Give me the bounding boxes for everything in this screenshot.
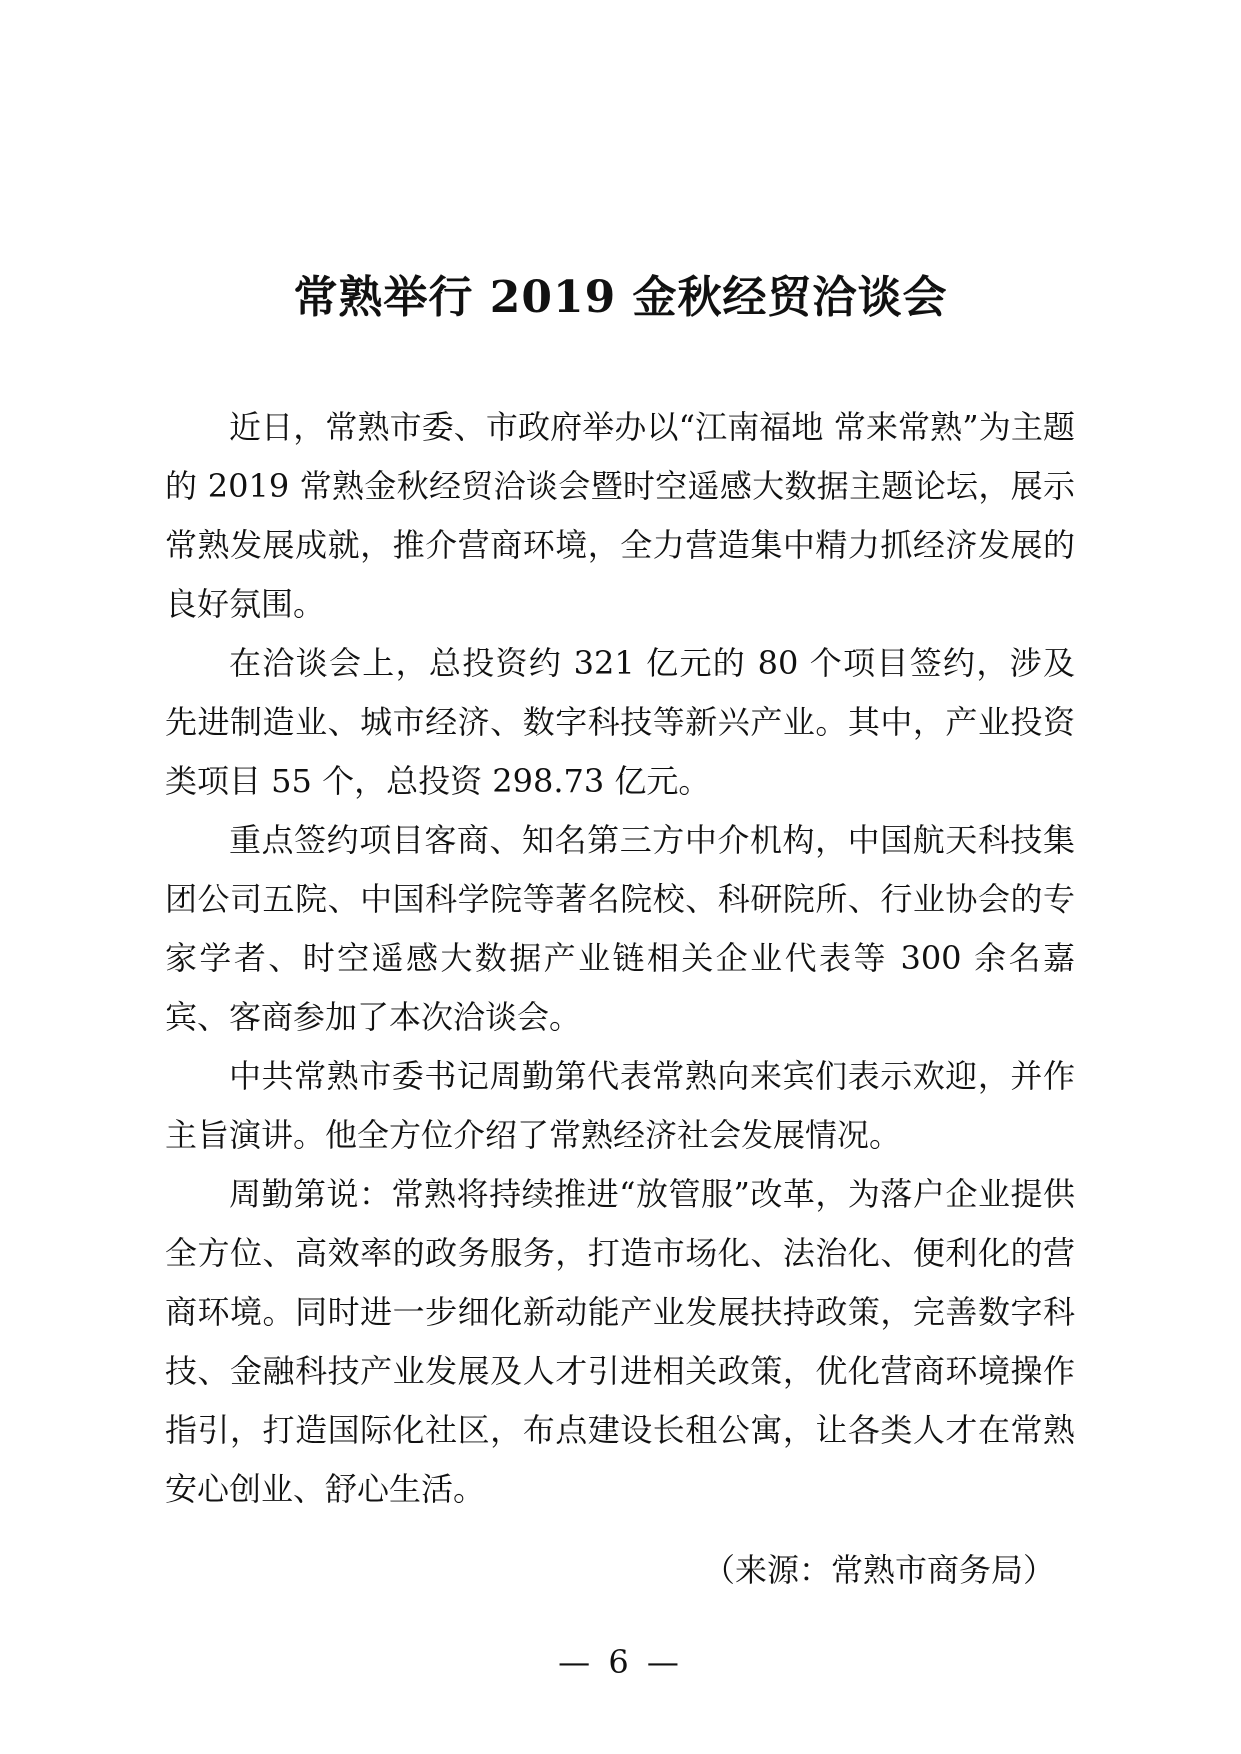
page-number: — 6 — xyxy=(558,1643,683,1681)
article-title: 常熟举行 2019 金秋经贸洽谈会 xyxy=(293,272,948,323)
paragraph-5: 周勤第说：常熟将持续推进“放管服”改革，为落户企业提供全方位、高效率的政务服务，打造市场化、法治化、便利化的营商环境。同时进一步细化新动能产业发展扶持政策，完善数字科技、金融科技产业发展及人才引进相关政策，优化营商环境操作指引，打造国际化社区，布点建设长租公寓，让各类人才在常熟安心创业、舒心生活。 xyxy=(165,1175,1075,1508)
paragraph-4: 中共常熟市委书记周勤第代表常熟向来宾们表示欢迎，并作主旨演讲。他全方位介绍了常熟经济社会发展情况。 xyxy=(165,1057,1075,1154)
article-body xyxy=(165,398,1075,1519)
paragraph-2: 在洽谈会上，总投资约 321 亿元的 80 个项目签约，涉及先进制造业、城市经济、数字科技等新兴产业。其中，产业投资类项目 55 个，总投资 298.73 亿元。 xyxy=(165,644,1075,800)
paragraph-1: 近日，常熟市委、市政府举办以“江南福地 常来常熟”为主题的 2019 常熟金秋经贸洽谈会暨时空遥感大数据主题论坛，展示常熟发展成就，推介营商环境，全力营造集中精力抓经济发展的良好氛围。 xyxy=(165,408,1075,623)
paragraph-3: 重点签约项目客商、知名第三方中介机构，中国航天科技集团公司五院、中国科学院等著名院校、科研院所、行业协会的专家学者、时空遥感大数据产业链相关企业代表等 300 余名嘉宾、客商参加了本次洽谈会。 xyxy=(165,821,1075,1036)
article-source: （来源：常熟市商务局） xyxy=(702,1551,1055,1589)
